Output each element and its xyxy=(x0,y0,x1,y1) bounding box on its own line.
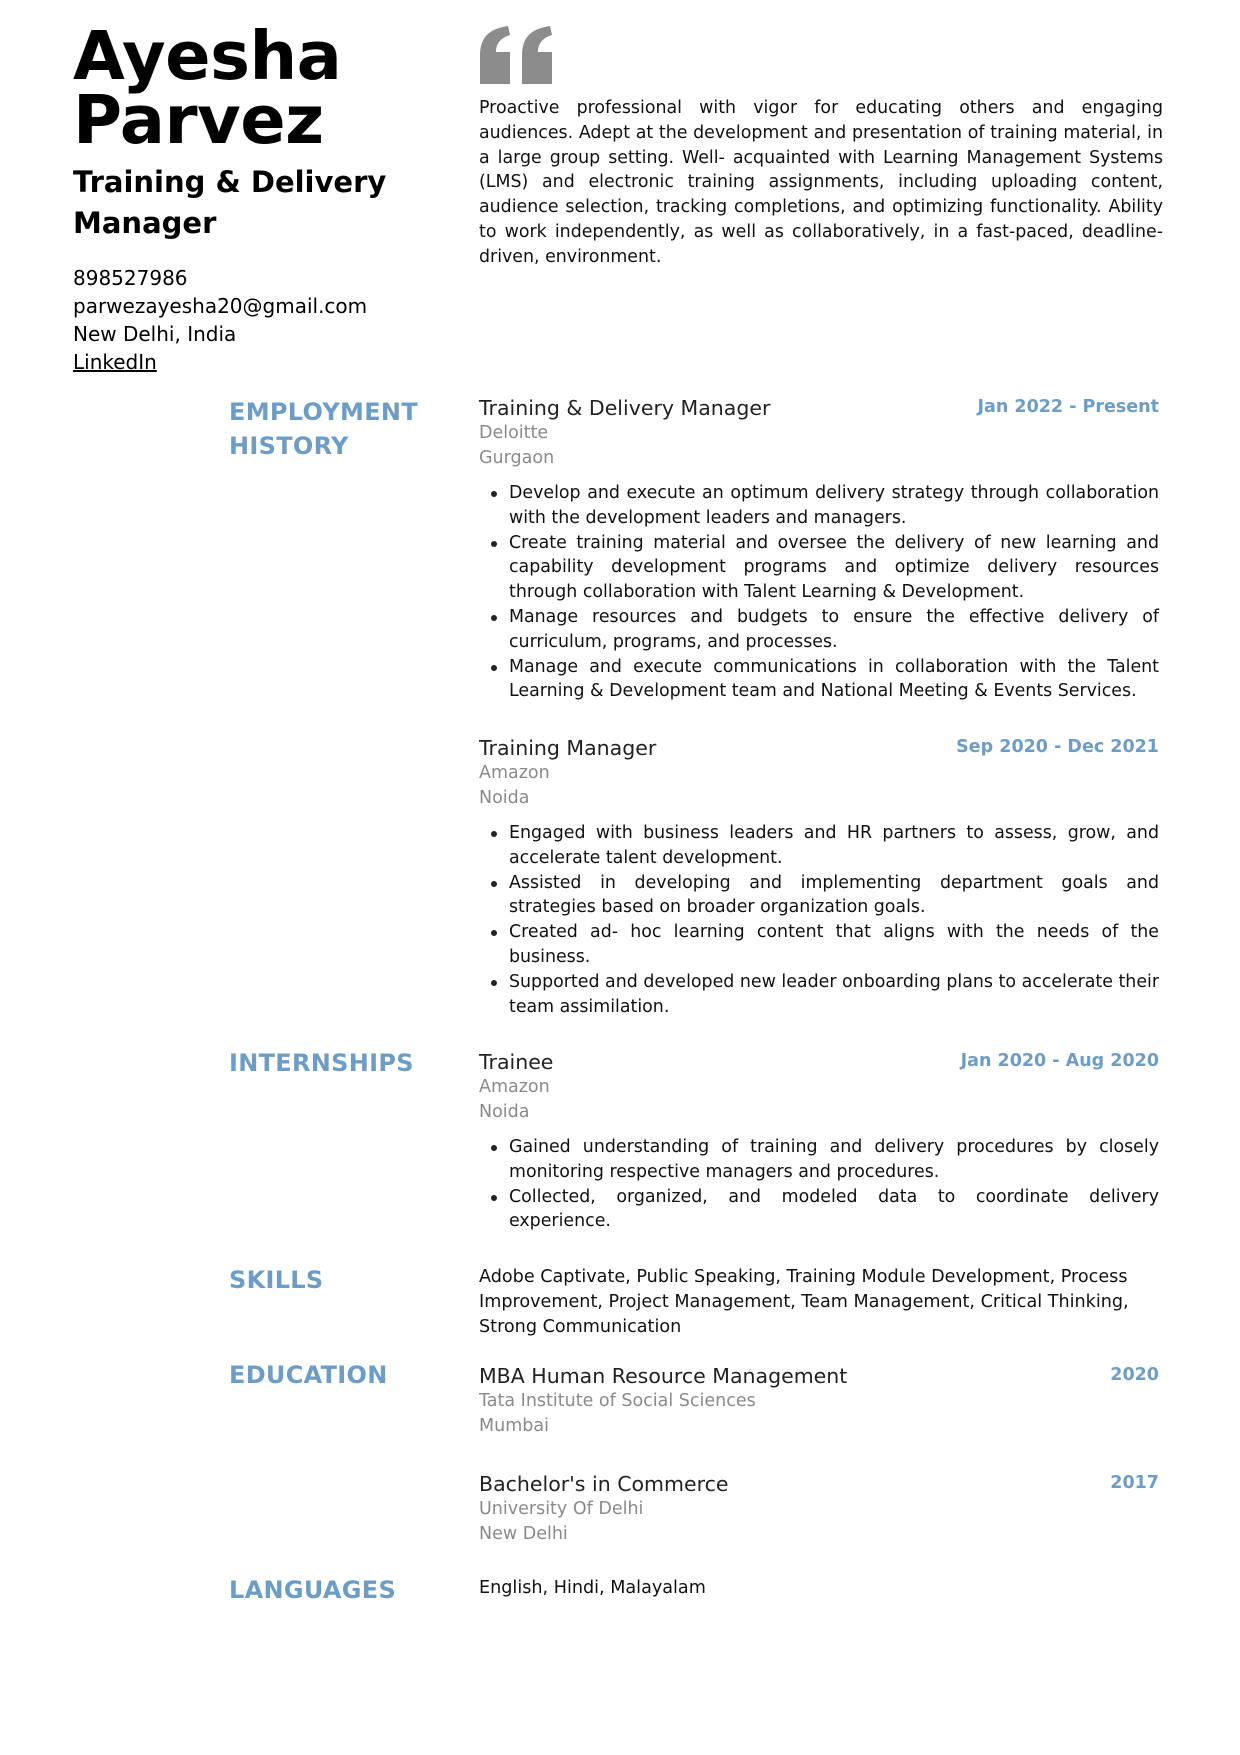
linkedin-link[interactable]: LinkedIn xyxy=(73,350,157,374)
section-employment-history: EMPLOYMENT HISTORY xyxy=(229,398,418,460)
entry-location: Mumbai xyxy=(479,1416,549,1436)
entry-title: Trainee xyxy=(479,1050,554,1074)
phone: 898527986 xyxy=(73,266,188,290)
entry-school: University Of Delhi xyxy=(479,1499,644,1519)
section-languages: LANGUAGES xyxy=(229,1576,397,1604)
skills-list: Adobe Captivate, Public Speaking, Training Module Development, Process Improvement, Project Management, Team Management, Critical Thinking, Strong Communication xyxy=(479,1267,1129,1337)
entry-company: Amazon xyxy=(479,1077,550,1097)
list-item: Engaged with business leaders and HR partners to assess, grow, and accelerate talent development. xyxy=(479,821,1159,871)
languages-list: English, Hindi, Malayalam xyxy=(479,1578,706,1598)
list-item: Supported and developed new leader onboarding plans to accelerate their team assimilation. xyxy=(479,970,1159,1020)
education-entry xyxy=(479,1363,1159,1439)
entry-location: New Delhi xyxy=(479,1524,568,1544)
list-item: Develop and execute an optimum delivery strategy through collaboration with the development leaders and managers. xyxy=(479,481,1159,531)
section-education: EDUCATION xyxy=(229,1361,388,1389)
list-item: Assisted in developing and implementing department goals and strategies based on broader organization goals. xyxy=(479,871,1159,921)
location: New Delhi, India xyxy=(73,322,237,346)
entry-date: Jan 2022 - Present xyxy=(977,397,1159,417)
entry-location: Noida xyxy=(479,788,530,808)
list-item: Manage and execute communications in collaboration with the Talent Learning & Development team and National Meeting & Events Services. xyxy=(479,655,1159,705)
list-item: Created ad- hoc learning content that aligns with the needs of the business. xyxy=(479,920,1159,970)
entry-date: Jan 2020 - Aug 2020 xyxy=(960,1051,1159,1071)
profile-summary: Proactive professional with vigor for educating others and engaging audiences. Adept at the development and presentation of training material, in a large group setting. Well- acquainted with Learning Management Systems (LMS) and electronic training assignments, including uploading content, audience selection, tracking completions, and optimizing functionality. Ability to work independently, as well as collaboratively, in a fast-paced, deadline-driven, environment. xyxy=(479,98,1163,267)
entry-bullets xyxy=(479,481,1159,704)
entry-school: Tata Institute of Social Sciences xyxy=(479,1391,756,1411)
entry-title: Training & Delivery Manager xyxy=(479,396,771,420)
last-name: Parvez xyxy=(73,81,324,159)
list-item: Gained understanding of training and delivery procedures by closely monitoring respective managers and procedures. xyxy=(479,1135,1159,1185)
education-entry xyxy=(479,1471,1159,1547)
employment-entry xyxy=(479,735,1159,1019)
list-item: Collected, organized, and modeled data to coordinate delivery experience. xyxy=(479,1185,1159,1235)
entry-bullets xyxy=(479,1135,1159,1234)
entry-location: Gurgaon xyxy=(479,448,555,468)
internship-entry xyxy=(479,1049,1159,1234)
job-title: Training & Delivery Manager xyxy=(73,165,387,240)
entry-title: MBA Human Resource Management xyxy=(479,1364,848,1388)
entry-bullets xyxy=(479,821,1159,1019)
candidate-name xyxy=(73,17,342,159)
quote-icon xyxy=(478,26,554,84)
entry-title: Bachelor's in Commerce xyxy=(479,1472,729,1496)
first-name: Ayesha xyxy=(73,17,342,95)
entry-date: Sep 2020 - Dec 2021 xyxy=(956,737,1159,757)
section-skills: SKILLS xyxy=(229,1266,324,1294)
section-internships: INTERNSHIPS xyxy=(229,1049,414,1077)
contact-block xyxy=(73,264,367,376)
email: parwezayesha20@gmail.com xyxy=(73,294,368,318)
list-item: Create training material and oversee the delivery of new learning and capability development programs and optimize delivery resources through collaboration with Talent Learning & Development. xyxy=(479,531,1159,605)
employment-entry xyxy=(479,395,1159,704)
entry-location: Noida xyxy=(479,1102,530,1122)
entry-date: 2020 xyxy=(1110,1365,1159,1385)
entry-title: Training Manager xyxy=(479,736,657,760)
entry-company: Amazon xyxy=(479,763,550,783)
entry-date: 2017 xyxy=(1110,1473,1159,1493)
list-item: Manage resources and budgets to ensure the effective delivery of curriculum, programs, and processes. xyxy=(479,605,1159,655)
entry-company: Deloitte xyxy=(479,423,549,443)
